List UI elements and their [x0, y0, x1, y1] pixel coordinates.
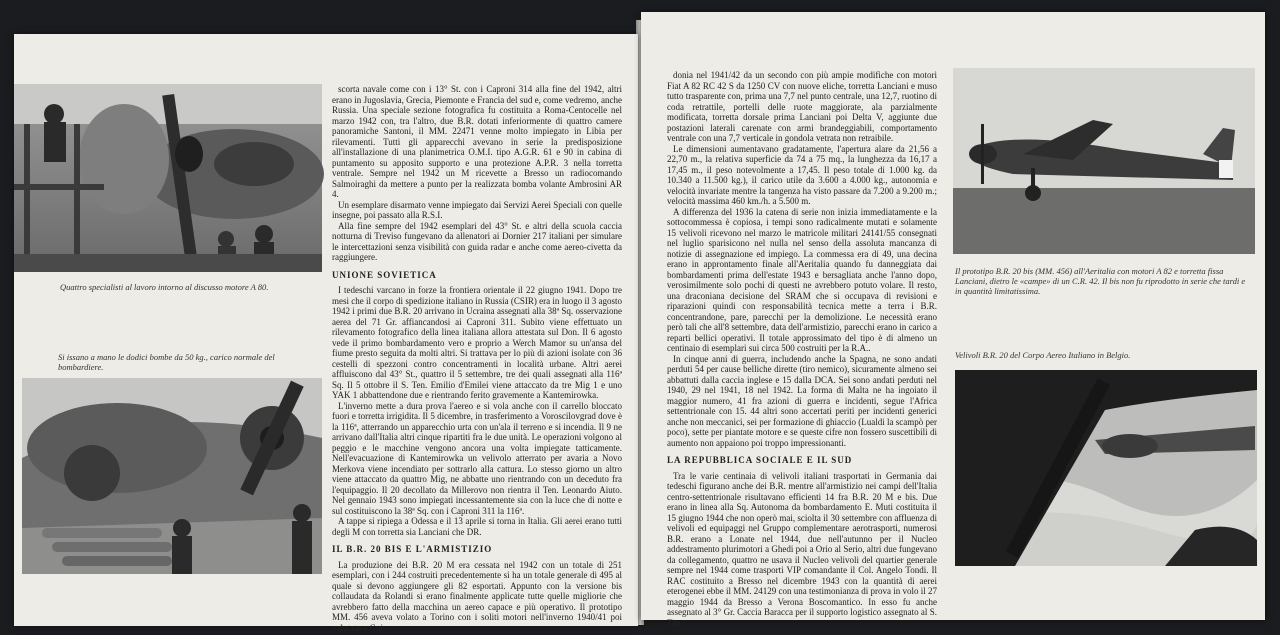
left-text-column — [332, 84, 622, 633]
photo1-caption: Quattro specialisti al lavoro intorno al discusso motore A 80. — [60, 282, 269, 292]
paragraph: scorta navale come con i 13° St. con i Caproni 314 alla fine del 1942, altri erano in Jugoslavia, Grecia, Piemonte e Francia del sud e, come vedremo, anche Russia. Una speciale sezione fotografica fu costituita a Roma-Centocelle nel marzo 1942 con, tra l'altro, due B.R. dotati inferiormente di quattro camere panoramiche Santoni, il MM. 22471 venne molto impiegato in Libia per rilevamenti. Tutti gli apparecchi avevano in serie la predisposizione all'installazione di una planimetrica O.M.I. tipo A.G.R. 61 e 90 in cabina di puntamento su apposito supporto e una protezione A.P.R. 3 nella torretta ventrale. Sempre nel 1942 un M ricevette a Bresso un radiocomando Salmoiraghi da mettere a punto per la realizzata bomba volante Ambrosini AR 4. — [332, 84, 622, 199]
section-heading: LA REPUBBLICA SOCIALE E IL SUD — [667, 455, 853, 465]
paragraph: A differenza del 1936 la catena di serie non inizia immediatamente e la sottocommessa è copiosa, i tempi sono radicalmente mutati e solamente 15 velivoli ricevono nel marzo le matricole militari 24141/55 consegnati nel luglio sparisicono nel nulla nel senso della assoluta mancanza di notizie di assegnazione ed impiego. La commessa era di 49, una decina erano in approntamento finale all'Aeritalia quando fu danneggiata dai bombardamenti prima dell'estate 1943 e bersagliata anche l'anno dopo, verosimilmente solo pochi di questi ne avrebbero potuto volare. Il resto, una draconiana decisione del SRAM che si occupava di revisioni e riparazioni quindi con responsabilità tecnica mette a terra i B.R. concentrandone, pare, parecchi per la demolizione. Le necessità erano però tali che all'8 settembre, data dell'armistizio, parecchi erano in carico a reparti bellici operativi. Il totale approssimato del tipo è di almeno un centinaio di esemplari sui circa 500 costruiti per la R.A.. — [667, 206, 937, 353]
photo1-caption: Il prototipo B.R. 20 bis (MM. 456) all'Aeritalia con motori A 82 e torretta fissa Lanciani, dietro le «campe» di un C.R. 42. Il bis non fu riprodotto in serie che tardi e in quantità limitatissima. — [955, 266, 1246, 296]
paragraph: A tappe si ripiega a Odessa e il 13 aprile si torna in Italia. Gli aerei erano tutti degli M con torretta sia Lanciani che DR. — [332, 516, 622, 537]
section-heading: UNIONE SOVIETICA — [332, 269, 437, 280]
paragraph: I tedeschi varcano in forze la frontiera orientale il 22 giugno 1941. Dopo tre mesi che il corpo di spedizione italiano in Russia (CSIR) era in luogo il 3 agosto 1942 i primi due B.R. 20 arrivano in Ucraina assegnati alla 38ª Sq. osservazione aerea del 71 Gr. affiancandosi ai Caproni 311. Subito viene effettuato un rilevamento fotografico della linea italiana allora attestata sul Don. Il 6 agosto vede il primo bombardamento vero e proprio a Werch Mamor su un'ansa del fiume presto seguita da molti altri. Si trattava per lo più di azioni isolate con 36 cestelli di spezzoni contro concentramenti in località urbane. Altri aerei affluiscono dal 43° St., quattro il 5 settembre, tre dei quali assegnati alla 116ª Sq. Il 5 ottobre il S. Ten. Emilio d'Emilei viene attaccato da tre Mig 1 e uno YAK 1 abbattendone due e rientrando ferito gravemente a Kantemirowka. — [332, 285, 622, 400]
right-text-column — [667, 70, 937, 628]
photo-bomb-loading — [22, 378, 322, 574]
paragraph: Alla fine sempre del 1942 esemplari del 43° St. e altri della scuola caccia notturna di Treviso fungevano da allenatori ai Dornier 217 italiani per simulare le intercettazioni senza visibilità con guida radar e anche come aereo-civetta da raggiungere. — [332, 220, 622, 262]
paragraph: Tra le varie centinaia di velivoli italiani trasportati in Germania dai tedeschi figurano anche dei B.R. mentre all'armistizio nei campi dell'Italia centro-settentrionale risultavano efficienti 14 fra B.R. 20 M e bis. Due erano in linea alla Sq. Autonoma da bombardamento E. Muti costituita il 15 giugno 1944 che non operò mai, sciolta il 30 settembre con affluenza di velivoli ed equipaggi nel Gruppo complementare aerotrasporti, numerosi B.R. erano a Lonate nel 1944, due nell'autunno per il Nucleo addestramento plurimotori a Ghedi poi a Orio al Serio, altri due fungevano da collegamento, quattro ne usava il Nucleo velivoli del quartier generale sempre nel 1944 come trasporti VIP comandante il Col. Angelo Tondi. Il RAC costituito a Bresso nel dicembre 1943 con la quantità di aerei eterogenei ebbe il MM. 24129 con una testimonianza di prova in volo il 27 maggio 1944 da Bresso a Verona Boscomantico. In esso fu anche assegnato al 3° Gr. Caccia Baracca per il supporto logistico assegnato al S. Ten. — [667, 470, 937, 628]
paragraph: In cinque anni di guerra, includendo anche la Spagna, ne sono andati perduti 54 per cause belliche dirette (tiro nemico), sicuramente almeno sei abbattuti dalla caccia inglese e 15 dalla DCA. Sei sono andati perduti nel 1940, 29 nel 1941, 18 nel 1942. La forma di Malta ne ha ingoiato il maggior numero, 41 fra azioni di guerra e incidenti, segue l'Africa settentrionale con 15. 44 altri sono accertati periti per incidenti generici anche non meccanici, sei per formazione di ghiaccio (Lualdi la scampò per poco), sette per piantate motore e se queste cifre non fossero suscettibili di aumento non appaiono poi troppo impressionanti. — [667, 353, 937, 448]
photo-aircraft-in-flight — [955, 370, 1257, 566]
left-page — [14, 34, 638, 633]
section-heading: IL B.R. 20 BIS E L'ARMISTIZIO — [332, 544, 493, 554]
right-page — [641, 12, 1265, 628]
paragraph: Le dimensioni aumentavano gradatamente, l'apertura alare da 21,56 a 22,70 m., la relativa superficie da 74 a 75 mq., la lunghezza da 16,17 a 17,45 m., il peso notevolmente a 17,45. Il peso totale di 1.000 kg. da 10.340 a 11.500 kg.), il carico utile da 3.600 a 4.000 kg., autonomia e velocità invariate mentre la tangenza ha visto passare da 7.200 a 9.200 m.; velocità massima 460 km./h. a 5.500 m. — [667, 143, 937, 206]
paragraph: Un esemplare disarmato venne impiegato dai Servizi Aerei Speciali con quelle insegne, poi passato alla R.S.I. — [332, 199, 622, 220]
paragraph: donia nel 1941/42 da un secondo con più ampie modifiche con motori Fiat A 82 RC 42 S da 1250 CV con nuove eliche, torretta Lanciani e muso tutto trasparente con, prima una 7,7 nel punto centrale, una 12,7, ruotino di coda retrattile, portelli delle ruote maggiorate, ala parzialmente modificata, torretta dorsale prima Lanciani poi Delta V, aggiunte due postazioni laterali carenate con armi brandeggiabili, comportamento ventrale con una 7,7 verticale in gondola vetrata non retraibile. — [667, 70, 937, 143]
paragraph: L'inverno mette a dura prova l'aereo e si vola anche con il carrello bloccato fuori e torretta irrigidita. Il 5 dicembre, in trasferimento a Voroscilovgrad dove è la 116ª, atterrando un apparecchio urta con un'ala il terreno e si incendia. Il 9 ne arrivano dall'Italia altri cinque ripartiti fra le due unità. Le operazioni volgono al peggio e le macchine vengono ancora una volta impiegate tatticamente. Nell'evacuazione di Kantemirowka un velivolo atterrato per avaria a Novo Merkova viene incendiato per sottrarlo alla cattura. Lo stesso giorno un altro viene attaccato da quattro Mig, ne abbatte uno rientrando con un deceduto fra l'equipaggio. Il 20 decollato da Millerovo non rientra il Ten. Leonardo Aiuto. Nel gennaio 1943 sono impiegati incessantemente sia con la luce che di notte e sul costituiscono la 38ª Sq. con i Caproni 311 la 116ª. — [332, 400, 622, 516]
photo2-caption: Velivoli B.R. 20 del Corpo Aereo Italiano in Belgio. — [955, 350, 1131, 360]
photo-prototype-aircraft — [953, 68, 1255, 254]
photo-engine-specialists — [14, 84, 322, 272]
paragraph: La produzione dei B.R. 20 M era cessata nel 1942 con un totale di 251 esemplari, con i 244 costruiti precedentemente si ha un totale generale di 495 al quale si devono aggiungere gli 82 esportati. Appunto con la versione bis collaudata da Rolandi si erano finalmente applicate tutte quelle migliorie che avrebbero fatto della macchina un aereo capace e più operativo. Il prototipo MM. 456 aveva volato a Torino con i soliti motori nell'inverno 1940/41 poi valutato a Gui- — [332, 559, 622, 633]
photo2-caption: Si issano a mano le dodici bombe da 50 kg., carico normale del bombardiere. — [58, 352, 275, 372]
